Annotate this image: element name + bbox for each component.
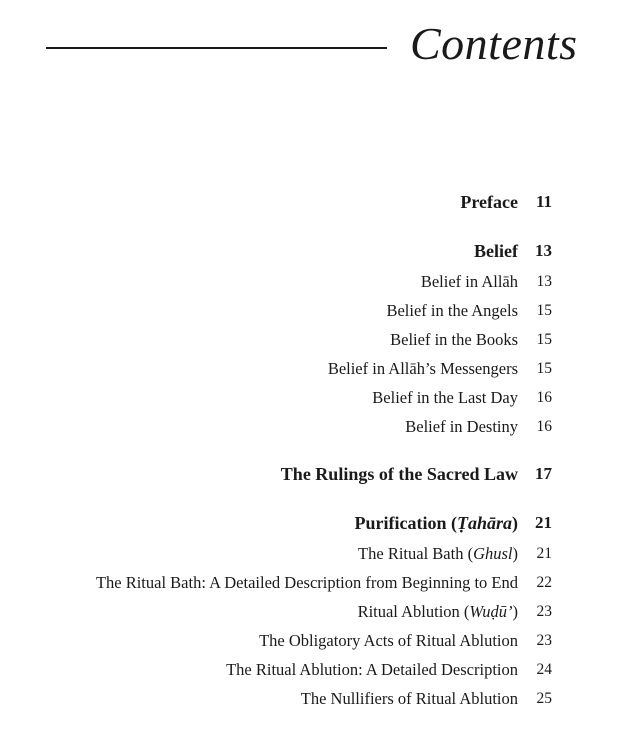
toc-page-number: 13 bbox=[536, 273, 552, 290]
toc-entry-belief-in-destiny[interactable] bbox=[0, 409, 625, 438]
toc-entry-title: Belief bbox=[474, 241, 518, 261]
toc-page-number: 16 bbox=[536, 418, 552, 435]
toc-entry-belief-in-the-books[interactable] bbox=[0, 322, 625, 351]
toc-entry-title: Purification (Ṭahāra) bbox=[354, 513, 518, 533]
toc-entry-title: Preface bbox=[460, 192, 518, 212]
toc-entry-belief-in-the-last-day[interactable] bbox=[0, 380, 625, 409]
toc-entry-rulings-of-the-sacred-law[interactable] bbox=[0, 457, 625, 486]
toc-entry-title: Belief in Allāh bbox=[420, 272, 518, 291]
header-rule bbox=[46, 47, 387, 49]
toc-entry-purification[interactable] bbox=[0, 506, 625, 535]
toc-entry-belief-in-the-angels[interactable] bbox=[0, 293, 625, 322]
toc-entry-title: The Rulings of the Sacred Law bbox=[280, 464, 518, 484]
toc-entry-title: Belief in the Angels bbox=[386, 301, 518, 320]
toc-entry-title: The Nullifiers of Ritual Ablution bbox=[300, 689, 518, 708]
toc-entry-nullifiers[interactable] bbox=[0, 681, 625, 710]
toc-page-number: 15 bbox=[536, 331, 552, 348]
toc-entry-title: Belief in the Last Day bbox=[372, 388, 518, 407]
toc-page-number: 13 bbox=[535, 241, 552, 260]
toc-entry-belief[interactable] bbox=[0, 234, 625, 263]
toc-entry-title: The Ritual Ablution: A Detailed Description bbox=[226, 660, 518, 679]
toc-page-number: 11 bbox=[535, 192, 552, 211]
toc-entry-belief-in-allah[interactable] bbox=[0, 264, 625, 293]
toc-entry-title: The Obligatory Acts of Ritual Ablution bbox=[259, 631, 518, 650]
toc-entry-belief-in-allahs-messengers[interactable] bbox=[0, 351, 625, 380]
toc-page-number: 17 bbox=[535, 464, 552, 483]
toc-entry-ritual-bath-detailed[interactable] bbox=[0, 565, 625, 594]
toc-page-number: 21 bbox=[536, 545, 552, 562]
toc-entry-title: Belief in Destiny bbox=[405, 417, 518, 436]
toc-page-number: 21 bbox=[535, 513, 552, 532]
toc-entry-ritual-ablution[interactable] bbox=[0, 594, 625, 623]
page-title: Contents bbox=[410, 18, 578, 69]
toc-page-number: 15 bbox=[536, 302, 552, 319]
toc-entry-title: Belief in the Books bbox=[390, 330, 518, 349]
toc-page-number: 24 bbox=[536, 661, 552, 678]
toc-page-number: 25 bbox=[536, 690, 552, 707]
toc-page-number: 22 bbox=[536, 574, 552, 591]
toc-entry-title: Ritual Ablution (Wuḍū’) bbox=[357, 602, 518, 621]
toc-entry-title: Belief in Allāh’s Messengers bbox=[327, 359, 518, 378]
toc-entry-obligatory-acts[interactable] bbox=[0, 623, 625, 652]
toc-page-number: 23 bbox=[536, 632, 552, 649]
toc-entry-ritual-bath[interactable] bbox=[0, 536, 625, 565]
toc-page-number: 15 bbox=[536, 360, 552, 377]
toc-entry-title: The Ritual Bath (Ghusl) bbox=[358, 544, 518, 563]
toc-entry-title: The Ritual Bath: A Detailed Description from Beginning to End bbox=[95, 573, 518, 592]
toc-page-number: 16 bbox=[536, 389, 552, 406]
toc-entry-ritual-ablution-detailed[interactable] bbox=[0, 652, 625, 681]
toc-page-number: 23 bbox=[536, 603, 552, 620]
toc-entry-preface[interactable] bbox=[0, 185, 625, 214]
